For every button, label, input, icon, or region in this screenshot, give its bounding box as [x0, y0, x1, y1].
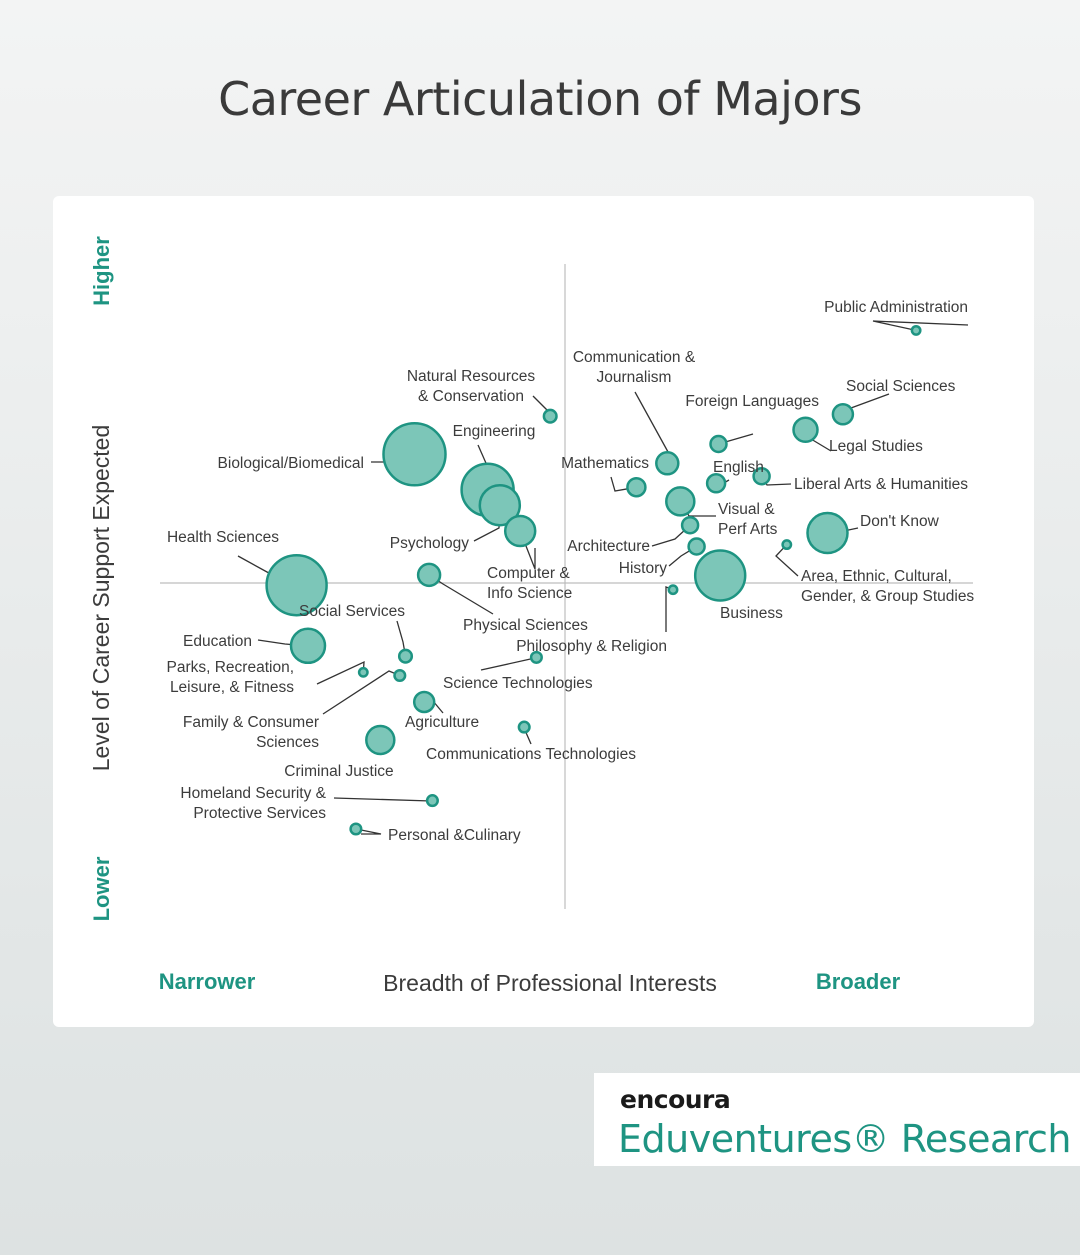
leader-26	[481, 658, 535, 670]
point-label-6: Biological/Biomedical	[217, 455, 364, 472]
point-label-8: Mathematics	[561, 455, 649, 472]
bubble-14	[808, 513, 848, 553]
bubble-27	[414, 692, 434, 712]
bubble-15	[505, 516, 535, 546]
page-title: Career Articulation of Majors	[218, 72, 862, 126]
point-label-24: Parks, Recreation, Leisure, & Fitness	[166, 659, 294, 696]
point-label-5: Legal Studies	[829, 438, 923, 455]
bubble-23	[291, 629, 325, 663]
point-label-29: Criminal Justice	[284, 763, 394, 780]
leader-30	[334, 798, 431, 801]
bubble-5	[794, 418, 818, 442]
x-axis-title: Breadth of Professional Interests	[383, 970, 717, 996]
leader-25	[323, 671, 395, 714]
bubble-8	[627, 478, 645, 496]
point-label-21: Philosophy & Religion	[516, 638, 667, 655]
eduventures-logo: Eduventures® Research	[618, 1117, 1071, 1161]
point-label-16: Health Sciences	[166, 529, 279, 546]
point-label-4: Foreign Languages	[685, 393, 819, 410]
point-label-1: Natural Resources & Conservation	[406, 368, 536, 405]
encoura-logo: encoura	[620, 1085, 731, 1114]
leader-22	[397, 621, 404, 650]
bubble-6	[384, 423, 446, 485]
point-label-10: Liberal Arts & Humanities	[794, 476, 969, 493]
bubble-29	[366, 726, 394, 754]
chart-panel	[53, 196, 1034, 1027]
leader-23	[258, 640, 291, 645]
point-label-23: Education	[183, 633, 252, 650]
leader-18	[776, 548, 798, 576]
bubble-17	[689, 539, 705, 555]
bubble-0	[912, 326, 920, 334]
y-low-label: Lower	[89, 856, 114, 922]
y-high-label: Higher	[89, 236, 114, 306]
leader-31	[361, 830, 381, 834]
x-low-label: Narrower	[158, 969, 256, 994]
bubble-22	[399, 650, 412, 663]
bubble-30	[427, 795, 438, 806]
bubble-20	[418, 564, 440, 586]
point-label-11: Visual & Perf Arts	[718, 501, 778, 538]
bubble-13	[682, 517, 698, 533]
point-label-13: Architecture	[567, 538, 650, 555]
point-label-0: Public Administration	[824, 299, 968, 316]
leader-11	[688, 513, 717, 516]
point-label-30: Homeland Security & Protective Services	[180, 785, 326, 822]
point-label-12: Psychology	[389, 535, 469, 552]
bubble-25	[395, 670, 406, 681]
leader-13	[652, 531, 684, 546]
bubble-24	[359, 668, 367, 676]
bubble-4	[711, 436, 727, 452]
point-label-7: Engineering	[452, 423, 536, 440]
y-axis-title: Level of Career Support Expected	[88, 424, 114, 772]
leader-21	[666, 587, 669, 632]
point-label-17: History	[618, 560, 667, 577]
x-high-label: Broader	[815, 969, 901, 994]
point-label-9: English	[713, 459, 764, 476]
point-label-19: Business	[720, 605, 783, 622]
bubble-21	[669, 586, 677, 594]
bubble-1	[544, 410, 557, 423]
point-label-25: Family & Consumer Sciences	[182, 714, 319, 751]
point-label-26: Science Technologies	[443, 675, 593, 692]
leader-1	[533, 396, 548, 411]
brand-box	[594, 1073, 1080, 1166]
leader-10	[766, 483, 791, 485]
leader-4	[726, 434, 753, 442]
point-label-22: Social Services	[299, 603, 405, 620]
point-label-14: Don't Know	[860, 513, 939, 530]
point-label-31: Personal &Culinary	[388, 827, 521, 844]
leader-17	[669, 551, 690, 566]
bubble-18	[783, 540, 791, 548]
leader-24	[317, 662, 364, 684]
bubble-19	[695, 551, 745, 601]
bubble-2	[656, 452, 678, 474]
point-label-20: Physical Sciences	[463, 617, 588, 634]
bubble-31	[351, 824, 362, 835]
point-label-27: Agriculture	[405, 714, 480, 731]
leader-3	[851, 394, 889, 408]
leader-2	[635, 392, 673, 461]
point-label-3: Social Sciences	[846, 378, 956, 395]
bubble-3	[833, 404, 853, 424]
leader-12	[474, 525, 499, 541]
leader-20	[438, 581, 493, 614]
leader-5	[811, 439, 831, 451]
bubble-11	[666, 487, 694, 515]
point-label-28: Communications Technologies	[426, 746, 636, 763]
bubble-28	[519, 722, 530, 733]
point-label-18: Area, Ethnic, Cultural, Gender, & Group Studies	[801, 568, 975, 605]
leader-8	[611, 477, 628, 491]
leader-16	[238, 556, 269, 573]
bubble-chart	[53, 196, 1034, 1027]
point-label-15: Computer & Info Science	[487, 565, 573, 602]
point-label-2: Communication & Journalism	[572, 349, 696, 386]
bubble-9	[707, 474, 725, 492]
